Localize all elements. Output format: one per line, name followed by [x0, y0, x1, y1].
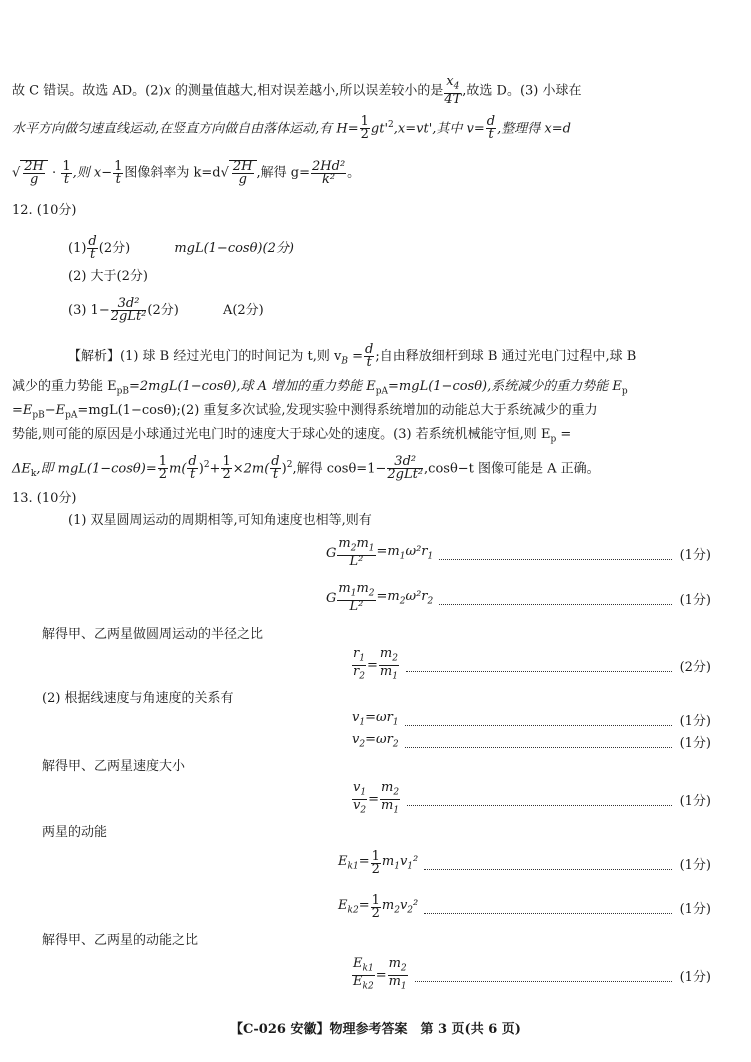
- q13-step-3: (2) 根据线速度与角速度的关系有: [42, 691, 234, 706]
- q13-equation-8: $E_{k2}=$ $\frac{1}{2}$ $m_2v_2^2$ (1分): [338, 892, 711, 921]
- q12-analysis-4: 势能,则可能的原因是小球通过光电门时的速度大于球心处的速度。(3) 若系统机械能守恒,则 $E_p$ =: [12, 427, 572, 445]
- q13-step-1: (1) 双星圆周运动的周期相等,可知角速度也相等,则有: [68, 513, 372, 528]
- q12-answer-3: (3) 1− $\frac{\text{3d²}}{\text{2gLt²}}$ (2分) A(2分): [68, 296, 264, 324]
- q12-analysis-1: 【解析】(1) 球 B 经过光电门的时间记为 t,则 $v_B$ = $\frac{d}{t}$ ;自由释放细杆到球 B 通过光电门过程中,球 B: [68, 342, 637, 370]
- q13-equation-7: $E_{k1}=$ $\frac{1}{2}$ $m_1v_1^2$ (1分): [338, 848, 711, 877]
- intro-line-3: √ $\frac{2H}{g}$ · $\frac{1}{t}$ ,则 x− $\frac{1}{t}$ 图像斜率为 k=d√ $\frac{2H}{g}$ ,解得 g= $\frac{\text{2Hd²}}{\text{k²}}$ 。: [12, 158, 361, 187]
- q13-equation-6: $\frac{v_1}{v_2}$ = $\frac{m_2}{m_1}$ (1分): [353, 779, 711, 816]
- q12-answer-2: (2) 大于(2分): [68, 269, 148, 284]
- page-footer: 【C-026 安徽】物理参考答案 第 3 页(共 6 页): [230, 1022, 521, 1037]
- intro-line-1: 故 C 错误。故选 AD。(2)x 的测量值越大,相对误差越小,所以误差较小的是 $\frac{x_4}{4T}$ ,故选 D。(3) 小球在: [12, 74, 582, 107]
- q13-heading: 13. (10分): [12, 491, 77, 506]
- q12-analysis-2: 减少的重力势能 $E_{pB}=2mgL(1-\cos\theta)$,球 A 增加的重力势能 $E_{pA}=mgL(1-\cos\theta)$,系统减少的重力势能 $E_p$: [12, 379, 628, 397]
- q13-step-6: 解得甲、乙两星的动能之比: [42, 933, 199, 948]
- q12-analysis-3: $=E_{pB}-E_{pA}=mgL(1-\cos\theta);(2)$ 重复多次试验,发现实验中测得系统增加的动能总大于系统减少的重力: [12, 403, 598, 421]
- q13-equation-9: $\frac{E_{k1}}{E_{k2}}$ = $\frac{m_2}{m_1}$ (1分): [353, 955, 711, 992]
- q13-step-4: 解得甲、乙两星速度大小: [42, 759, 186, 774]
- q13-equation-1: G $\frac{m_2m_1}{\text{L²}}$ $=m_1\omega^2r_1$ (1分): [326, 536, 711, 569]
- intro-line-2: 水平方向做匀速直线运动,在竖直方向做自由落体运动,有 H= $\frac{1}{2}$ $gt'^2,x=vt'$,其中 v= $\frac{d}{t}$ ,整理得 x=d: [12, 114, 571, 143]
- q13-equation-2: G $\frac{m_1m_2}{\text{L²}}$ $=m_2\omega^2r_2$ (1分): [326, 581, 711, 614]
- q13-equation-3: $\frac{r_1}{r_2}$ = $\frac{m_2}{m_1}$ (2分): [353, 645, 711, 682]
- q12-analysis-5: $\Delta E_k$,即 mgL(1−cosθ)= $\frac{1}{2}$ m( $\frac{d}{t}$ )$^2$+ $\frac{1}{2}$ ×2m( $\frac{d}{t}$ )$^2$,解得 cosθ=1− $\frac{\text{3d²}}{\text{2gLt²}}$ ,cosθ−t 图像可能是 A 正确。: [12, 454, 600, 483]
- fraction: $\frac{x_4}{4T}$: [444, 74, 462, 107]
- q12-heading: 12. (10分): [12, 203, 77, 218]
- q13-step-2: 解得甲、乙两星做圆周运动的半径之比: [42, 627, 264, 642]
- q12-answer-1: (1) $\frac{d}{t}$ (2分) mgL(1−cosθ)(2分): [68, 234, 294, 262]
- q13-step-5: 两星的动能: [42, 825, 108, 840]
- q13-equation-5: $v_2=\omega r_2$ (1分): [352, 732, 711, 751]
- q13-equation-4: $v_1=\omega r_1$ (1分): [352, 710, 711, 729]
